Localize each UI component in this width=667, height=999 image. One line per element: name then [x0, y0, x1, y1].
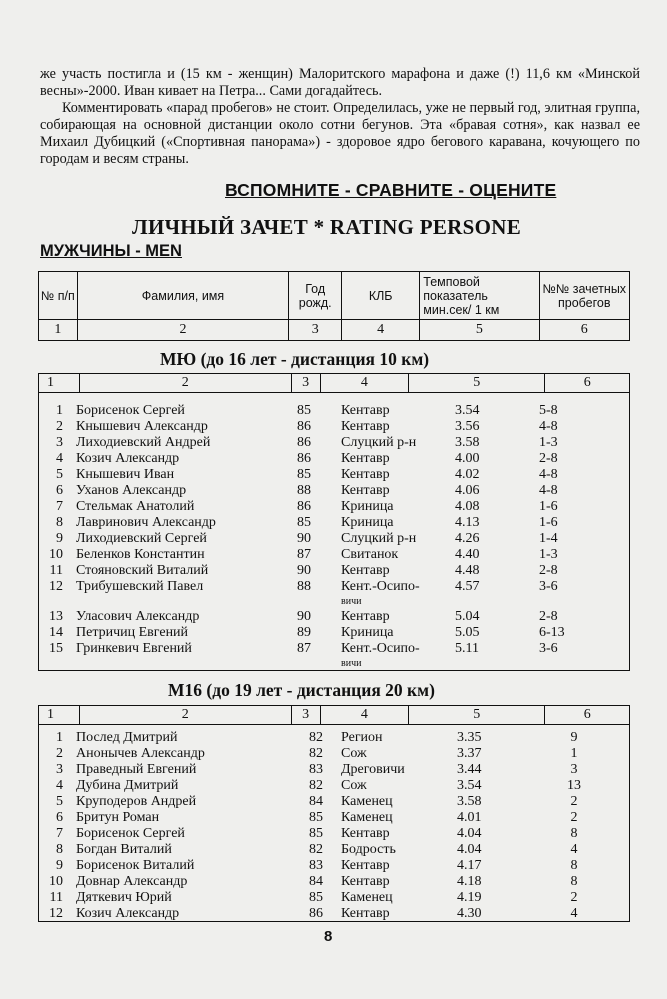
cell-year: 82: [309, 778, 323, 793]
cell-n: 12: [49, 906, 63, 921]
cell-club-continued: вичи: [341, 596, 362, 607]
cell-runs: 8: [570, 826, 578, 841]
cell-club: Сож: [341, 778, 367, 793]
cell-name: Борисенок Сергей: [76, 403, 185, 418]
cell-club: Кентавр: [341, 609, 390, 624]
table-row: [39, 435, 627, 451]
cell-pace: 5.04: [455, 609, 480, 624]
cell-year: 82: [309, 746, 323, 761]
table-row: [39, 842, 627, 858]
cell-year: 85: [309, 890, 323, 905]
cell-n: 13: [49, 609, 63, 624]
cell-name: Лавринович Александр: [76, 515, 216, 530]
cell-name: Лиходиевский Андрей: [76, 435, 211, 450]
col-number-header: № п/п: [39, 272, 78, 320]
table-row: [39, 625, 627, 641]
cell-n: 2: [56, 746, 63, 761]
cell-n: 10: [49, 547, 63, 562]
cell-name: Анонычев Александр: [76, 746, 205, 761]
header-num-5: 5: [420, 320, 539, 341]
table-row: [39, 730, 627, 746]
cell-n: 12: [49, 579, 63, 594]
cell-n: 8: [56, 515, 63, 530]
cell-name: Стояновский Виталий: [76, 563, 209, 578]
cell-pace: 3.56: [455, 419, 480, 434]
cell-club: Кентавр: [341, 483, 390, 498]
cell-pace: 3.44: [457, 762, 482, 777]
cell-runs: 3: [570, 762, 578, 777]
table-row: [39, 483, 627, 499]
cell-n: 8: [56, 842, 63, 857]
cell-name: Кнышевич Иван: [76, 467, 175, 482]
cell-n: 11: [49, 890, 63, 905]
cell-pace: 5.11: [455, 641, 479, 656]
cell-club: Криница: [341, 625, 394, 640]
table-row: [39, 794, 627, 810]
cell-club: Кентавр: [341, 403, 390, 418]
cell-name: Уханов Александр: [76, 483, 187, 498]
table-row: [39, 762, 627, 778]
cell-year: 85: [309, 810, 323, 825]
cell-club: Кентавр: [341, 467, 390, 482]
cell-club: Криница: [341, 499, 394, 514]
table-row: [39, 641, 627, 657]
intro-text: [40, 66, 640, 168]
col-num: 4: [320, 374, 409, 393]
cell-pace: 4.02: [455, 467, 480, 482]
table-row: [39, 746, 627, 762]
cell-year: 88: [297, 579, 311, 594]
table-row: [39, 563, 627, 579]
cell-runs: 6-13: [539, 625, 565, 640]
cell-pace: 3.54: [457, 778, 482, 793]
cell-club: Слуцкий р-н: [341, 435, 417, 450]
cell-year: 82: [309, 842, 323, 857]
cell-year: 87: [297, 641, 311, 656]
cell-pace: 4.01: [457, 810, 482, 825]
cell-year: 88: [297, 483, 311, 498]
table-row: [39, 890, 627, 906]
table-row: [39, 451, 627, 467]
cell-pace: 4.13: [455, 515, 480, 530]
header-table: [38, 271, 630, 341]
col-num: 6: [545, 374, 630, 393]
cell-year: 85: [309, 826, 323, 841]
col-year-header: Год рожд.: [289, 272, 342, 320]
intro-paragraph-2: Комментировать «парад пробегов» не стоит. Определилась, уже не первый год, элитная группа, собирающая на основной дистанции около сотни бегунов. Эта «бравая сотня», как назвал ее Михаил Дубицкий («Спортивная панорама») - здоровое ядро бегового каравана, кочующего по городам и весям страны.: [40, 100, 640, 167]
cell-runs: 1-6: [539, 515, 558, 530]
cell-pace: 4.04: [457, 842, 482, 857]
cell-year: 90: [297, 531, 311, 546]
cell-runs: 2: [570, 794, 578, 809]
col-num: 4: [320, 706, 409, 725]
col-club-header: КЛБ: [342, 272, 420, 320]
col-num: 5: [409, 706, 545, 725]
cell-runs: 1-3: [539, 435, 558, 450]
cell-pace: 4.57: [455, 579, 480, 594]
col-num: 1: [39, 706, 80, 725]
cell-name: Беленков Константин: [76, 547, 205, 562]
cell-year: 85: [297, 515, 311, 530]
table-row: [39, 419, 627, 435]
cell-pace: 4.19: [457, 890, 482, 905]
cell-n: 4: [56, 451, 63, 466]
cell-n: 6: [56, 810, 63, 825]
cell-name: Дяткевич Юрий: [76, 890, 172, 905]
cell-n: 9: [56, 858, 63, 873]
cell-pace: 4.00: [455, 451, 480, 466]
cell-pace: 3.37: [457, 746, 482, 761]
cell-n: 2: [56, 419, 63, 434]
col-num: 5: [409, 374, 545, 393]
cell-runs: 5-8: [539, 403, 558, 418]
cell-name: Козич Александр: [76, 451, 180, 466]
col-runs-header: №№ зачетных пробегов: [539, 272, 630, 320]
cell-runs: 3-6: [539, 579, 558, 594]
cell-name: Послед Дмитрий: [76, 730, 178, 745]
remember-heading: ВСПОМНИТЕ - СРАВНИТЕ - ОЦЕНИТЕ: [225, 180, 557, 200]
cell-pace: 4.18: [457, 874, 482, 889]
col-num: 2: [79, 706, 291, 725]
cell-n: 3: [56, 762, 63, 777]
cell-name: Стельмак Анатолий: [76, 499, 195, 514]
cell-club: Слуцкий р-н: [341, 531, 417, 546]
table-row: [39, 515, 627, 531]
cell-name: Дубина Дмитрий: [76, 778, 179, 793]
cell-name: Кнышевич Александр: [76, 419, 208, 434]
col-num: 3: [291, 706, 320, 725]
cell-year: 84: [309, 874, 323, 889]
header-num-3: 3: [289, 320, 342, 341]
cell-club: Свитанок: [341, 547, 399, 562]
cell-runs: 2: [570, 810, 578, 825]
cell-runs: 2-8: [539, 451, 558, 466]
cell-year: 83: [309, 762, 323, 777]
cell-pace: 4.08: [455, 499, 480, 514]
cell-year: 89: [297, 625, 311, 640]
group-title-m16: М16 (до 19 лет - дистанция 20 км): [168, 680, 435, 700]
cell-year: 86: [297, 435, 311, 450]
cell-name: Трибушевский Павел: [76, 579, 204, 594]
cell-pace: 4.17: [457, 858, 482, 873]
cell-club: Кентавр: [341, 906, 390, 921]
cell-n: 1: [56, 403, 63, 418]
table-row: [39, 874, 627, 890]
cell-runs: 1-4: [539, 531, 558, 546]
cell-runs: 4-8: [539, 419, 558, 434]
cell-year: 83: [309, 858, 323, 873]
cell-runs: 4: [570, 906, 578, 921]
group-mu-column-numbers: [38, 373, 630, 393]
page-number: 8: [324, 928, 333, 945]
cell-pace: 4.04: [457, 826, 482, 841]
cell-year: 86: [297, 499, 311, 514]
cell-n: 15: [49, 641, 63, 656]
cell-year: 90: [297, 563, 311, 578]
cell-club: Кентавр: [341, 419, 390, 434]
cell-runs: 13: [567, 778, 581, 793]
cell-club: Бодрость: [341, 842, 396, 857]
cell-n: 1: [56, 730, 63, 745]
cell-club: Каменец: [341, 890, 393, 905]
col-num: 3: [291, 374, 320, 393]
header-num-4: 4: [342, 320, 420, 341]
cell-n: 9: [56, 531, 63, 546]
col-num: 2: [79, 374, 291, 393]
cell-name: Круподеров Андрей: [76, 794, 197, 809]
cell-runs: 8: [570, 874, 578, 889]
cell-pace: 4.40: [455, 547, 480, 562]
cell-club: Дреговичи: [341, 762, 405, 777]
cell-n: 4: [56, 778, 63, 793]
cell-club: Кентавр: [341, 874, 390, 889]
cell-n: 7: [56, 499, 63, 514]
cell-name: Бритун Роман: [76, 810, 160, 825]
group-mu-results: [38, 393, 630, 671]
cell-club: Сож: [341, 746, 367, 761]
col-pace-header: Темповой показатель мин.сек/ 1 км: [420, 272, 539, 320]
cell-name: Богдан Виталий: [76, 842, 172, 857]
men-heading: МУЖЧИНЫ - MEN: [40, 242, 182, 260]
cell-club: Кент.-Осипо-: [341, 579, 420, 594]
cell-year: 87: [297, 547, 311, 562]
cell-runs: 2: [570, 890, 578, 905]
group-m16-column-numbers: [38, 705, 630, 725]
cell-name: Петричиц Евгений: [76, 625, 189, 640]
header-num-1: 1: [39, 320, 78, 341]
cell-name: Праведный Евгений: [76, 762, 197, 777]
cell-name: Козич Александр: [76, 906, 180, 921]
header-num-6: 6: [539, 320, 630, 341]
cell-name: Борисенок Виталий: [76, 858, 195, 873]
cell-club-continued: вичи: [341, 658, 362, 669]
cell-pace: 3.58: [457, 794, 482, 809]
cell-year: 90: [297, 609, 311, 624]
cell-club: Кентавр: [341, 451, 390, 466]
cell-n: 3: [56, 435, 63, 450]
cell-runs: 8: [570, 858, 578, 873]
table-row: [39, 906, 627, 922]
cell-name: Борисенок Сергей: [76, 826, 185, 841]
group-title-mu: МЮ (до 16 лет - дистанция 10 км): [160, 349, 430, 369]
cell-club: Кентавр: [341, 826, 390, 841]
cell-year: 82: [309, 730, 323, 745]
cell-year: 86: [297, 419, 311, 434]
cell-n: 7: [56, 826, 63, 841]
cell-club: Каменец: [341, 794, 393, 809]
cell-runs: 1-6: [539, 499, 558, 514]
cell-club: Криница: [341, 515, 394, 530]
table-row: [39, 778, 627, 794]
table-row: [39, 531, 627, 547]
cell-runs: 2-8: [539, 563, 558, 578]
cell-pace: 4.26: [455, 531, 480, 546]
table-row: [39, 858, 627, 874]
cell-n: 10: [49, 874, 63, 889]
cell-pace: 5.05: [455, 625, 480, 640]
cell-year: 85: [297, 467, 311, 482]
group-m16-results: [38, 724, 630, 922]
cell-n: 6: [56, 483, 63, 498]
table-row: [39, 467, 627, 483]
cell-runs: 4-8: [539, 467, 558, 482]
cell-club: Кентавр: [341, 858, 390, 873]
cell-runs: 9: [570, 730, 578, 745]
cell-runs: 2-8: [539, 609, 558, 624]
col-name-header: Фамилия, имя: [77, 272, 289, 320]
cell-pace: 3.35: [457, 730, 482, 745]
col-num: 6: [545, 706, 630, 725]
cell-n: 5: [56, 467, 63, 482]
cell-pace: 4.06: [455, 483, 480, 498]
cell-n: 14: [49, 625, 63, 640]
cell-name: Уласович Александр: [76, 609, 200, 624]
table-row: [39, 609, 627, 625]
cell-year: 86: [297, 451, 311, 466]
table-row: [39, 547, 627, 563]
cell-year: 86: [309, 906, 323, 921]
cell-year: 84: [309, 794, 323, 809]
cell-pace: 4.30: [457, 906, 482, 921]
cell-pace: 3.54: [455, 403, 480, 418]
cell-year: 85: [297, 403, 311, 418]
cell-name: Лиходиевский Сергей: [76, 531, 207, 546]
cell-runs: 3-6: [539, 641, 558, 656]
table-row: [39, 810, 627, 826]
cell-club: Регион: [341, 730, 383, 745]
table-row: [39, 826, 627, 842]
cell-runs: 1: [570, 746, 578, 761]
cell-club: Каменец: [341, 810, 393, 825]
cell-n: 5: [56, 794, 63, 809]
cell-club: Кентавр: [341, 563, 390, 578]
cell-n: 11: [49, 563, 63, 578]
cell-pace: 4.48: [455, 563, 480, 578]
cell-runs: 1-3: [539, 547, 558, 562]
table-row: [39, 579, 627, 595]
cell-name: Гринкевич Евгений: [76, 641, 192, 656]
cell-runs: 4: [570, 842, 578, 857]
col-num: 1: [39, 374, 80, 393]
table-row: [39, 403, 627, 419]
cell-pace: 3.58: [455, 435, 480, 450]
rating-heading: ЛИЧНЫЙ ЗАЧЕТ * RATING PERSONE: [132, 215, 522, 239]
header-num-2: 2: [77, 320, 289, 341]
intro-paragraph-1: же участь постигла и (15 км - женщин) Малоритского марафона и даже (!) 11,6 км «Минской весны»-2000. Иван кивает на Петра... Сами догадайтесь.: [40, 66, 640, 99]
cell-runs: 4-8: [539, 483, 558, 498]
table-row: [39, 499, 627, 515]
cell-name: Довнар Александр: [76, 874, 188, 889]
cell-club: Кент.-Осипо-: [341, 641, 420, 656]
